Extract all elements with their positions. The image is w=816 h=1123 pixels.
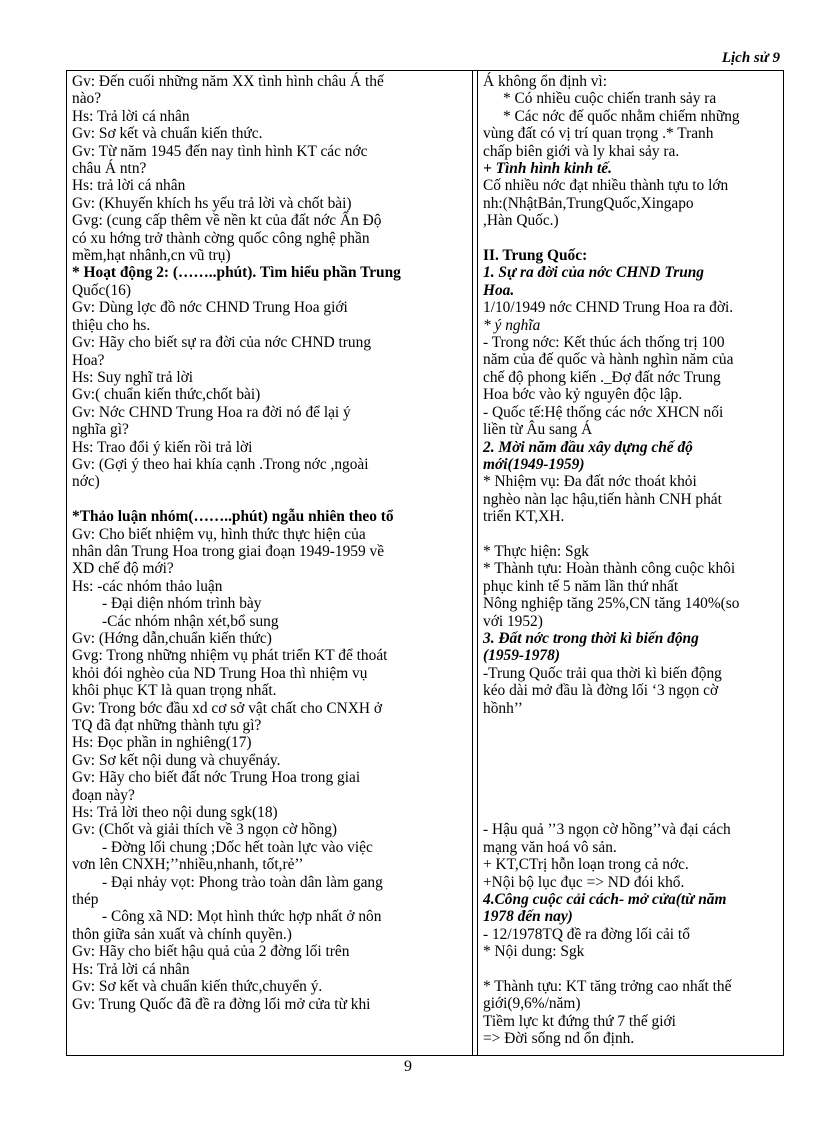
left-text-line: đoạn này? [72,786,135,804]
right-text-line [483,734,779,751]
left-text-line: Gv: Hãy cho biết hậu quả của 2 đờng lối trên [72,943,350,961]
left-text-line: Gv: Đến cuối những năm XX tình hình châu Á thế [72,73,384,90]
right-text-line: * Các nớc đế quốc nhằm chiếm những [503,107,740,125]
left-text-line: TQ đã đạt những thành tựu gì? [72,717,262,735]
right-text-line: - Trong nớc: Kết thúc ách thống trị 100 [483,334,725,352]
left-text-line: nớc) [72,473,100,491]
right-text-line: chế độ phong kiến ._Đợ đất nớc Trung [483,368,721,386]
right-text-line: Á không ổn định vì: [483,73,607,90]
left-text-line: Gv: Dùng lợc đồ nớc CHND Trung Hoa giới [72,299,348,317]
left-text-line [72,491,468,508]
right-text-line [483,230,779,247]
page-number: 9 [404,1058,412,1075]
right-text-line: Hoa bớc vào kỷ nguyên độc lập. [483,386,683,404]
right-text-line [483,961,779,978]
left-text-line: Gv: (Khuyến khích hs yếu trả lời và chốt bài) [72,194,352,212]
right-text-line: Cố nhiều nớc đạt nhiều thành tựu to lớn [483,177,729,195]
left-text-line: Gv:( chuẩn kiến thức,chốt bài) [72,386,261,404]
left-text-line: -Các nhóm nhận xét,bổ sung [102,612,279,630]
left-text-line: Hoa? [72,351,105,369]
right-text-line: Nông nghiệp tăng 25%,CN tăng 140%(so [483,595,740,613]
right-text-line [483,769,779,786]
left-text-line: Gvg: Trong những nhiệm vụ phát triển KT để thoát [72,647,388,665]
right-text-line: liền từ Âu sang Á [483,421,593,439]
left-text-line: Hs: -các nhóm thảo luận [72,577,223,595]
right-text-line: kéo dài mở đầu là đờng lối ‘3 ngọn cờ [483,682,719,700]
left-text-line: Gv: Cho biết nhiệm vụ, hình thức thực hiện của [72,525,366,543]
left-text-line: Gv: Nớc CHND Trung Hoa ra đời nó để lại ý [72,403,351,421]
right-text-line: * Thành tựu: KT tăng trởng cao nhất thế [483,977,732,995]
right-text-line: 2. Mời năm đầu xây dựng chế độ [483,438,693,456]
left-text-line: - Đại nhảy vọt: Phong trào toàn dân làm gang [102,873,383,891]
right-text-line: * Có nhiều cuộc chiến tranh sảy ra [503,90,717,108]
right-text-line [483,717,779,734]
left-text-line: Quốc(16) [72,281,131,299]
left-text-line: Hs: Trả lời cá nhân [72,107,190,125]
right-text-line: Hoa. [483,281,515,299]
right-text-line: nghèo nàn lạc hậu,tiến hành CNH phát [483,490,722,508]
left-text-line: thiệu cho hs. [72,316,151,334]
left-text-line: Gv: Hãy cho biết sự ra đời của nớc CHND trung [72,334,372,352]
left-text-line: có xu hớng trở thành cờng quốc công nghệ phần [72,229,370,247]
right-text-line [483,526,779,543]
left-text-line: nào? [72,90,102,108]
right-text-line: Tiềm lực kt đứng thứ 7 thế giới [483,1012,676,1030]
left-text-line: *Thảo luận nhóm(……..phút) ngẫu nhiên theo tổ [72,508,394,526]
teacher-student-activities-column [67,71,473,1055]
left-text-line: Gv: Sơ kết và chuẩn kiến thức,chuyển ý. [72,978,323,996]
left-text-line: thép [72,891,99,909]
right-text-line: ,Hàn Quốc.) [483,212,559,230]
left-text-line: XD chế độ mới? [72,560,174,578]
left-text-line: - Công xã ND: Mọt hình thức hợp nhất ở nôn [102,908,382,926]
right-text-line: 1978 đến nay) [483,908,573,926]
right-text-line [483,752,779,769]
right-text-line: II. Trung Quốc: [483,247,588,265]
right-text-line: hồnh’’ [483,699,523,717]
left-text-line: châu Á ntn? [72,160,147,178]
page-header: Lịch sử 9 [721,50,780,66]
right-text-line: 4.Công cuộc cải cách- mở cửa(từ năm [483,890,727,908]
right-text-line: (1959-1978) [483,647,560,665]
left-text-line: Gv: Trong bớc đầu xd cơ sở vật chất cho CNXH ở [72,699,382,717]
left-text-line: Gv: (Chốt và giải thích về 3 ngọn cờ hồng) [72,821,338,839]
right-text-line: giới(9,6%/năm) [483,995,581,1013]
right-text-line: vùng đất có vị trí quan trọng .* Tranh [483,125,714,143]
right-text-line: 3. Đất nớc trong thời kì biến động [483,629,699,647]
left-text-line: Hs: Suy nghĩ trả lời [72,368,194,386]
left-text-line: mềm,hạt nhânh,cn vũ trụ) [72,247,231,265]
right-text-line [483,787,779,804]
right-text-line: triển KT,XH. [483,508,565,526]
right-text-line: + KT,CTrị hỗn loạn trong cả nớc. [483,856,689,874]
right-text-line: mạng văn hoá vô sản. [483,838,617,856]
right-text-line: mới(1949-1959) [483,455,585,473]
right-text-line: - Quốc tế:Hệ thống các nớc XHCN nối [483,403,724,421]
left-text-line: - Đại diện nhóm trình bày [102,595,262,613]
right-text-line: phục kinh tế 5 năm lần thứ nhất [483,577,679,595]
left-text-line: * Hoạt động 2: (……..phút). Tìm hiểu phần Trung [72,264,401,282]
lesson-content-column [478,71,783,1055]
right-text-line: * Thành tựu: Hoàn thành công cuộc khôi [483,560,736,578]
left-text-line: khỏi đói nghèo của ND Trung Hoa thì nhiệm vụ [72,664,368,682]
right-text-line: => Đời sống nd ổn định. [483,1030,635,1048]
left-text-line: Hs: Trả lời cá nhân [72,960,190,978]
left-text-line: Gv: Sơ kết nội dung và chuyểnáy. [72,751,281,769]
left-text-line: - Đờng lối chung ;Dốc hết toàn lực vào việc [102,838,373,856]
left-text-line: nhân dân Trung Hoa trong giai đoạn 1949-1959 về [72,542,385,560]
right-text-line: * Thực hiện: Sgk [483,542,589,560]
right-text-line: - 12/1978TQ đề ra đờng lối cải tổ [483,925,690,943]
right-text-line: * Nội dung: Sgk [483,943,585,961]
right-text-line: + Tình hình kinh tế. [483,160,612,178]
left-text-line: Hs: Trao đổi ý kiến rồi trả lời [72,438,253,456]
right-text-line: -Trung Quốc trải qua thời kì biến động [483,664,722,682]
right-text-line: * Nhiệm vụ: Đa đất nớc thoát khỏi [483,473,697,491]
left-text-line: Gv: (Hớng dẫn,chuẩn kiến thức) [72,629,272,647]
left-text-line: Gvg: (cung cấp thêm về nền kt của đất nớc Ấn Độ [72,212,382,230]
left-text-line: Gv: Sơ kết và chuẩn kiến thức. [72,125,263,143]
left-text-line: Gv: Từ năm 1945 đến nay tình hình KT các nớc [72,142,368,160]
left-text-line: Gv: Trung Quốc đã đề ra đờng lối mở cửa từ khi [72,995,371,1013]
right-column-text [478,71,783,1048]
left-text-line: Gv: (Gợi ý theo hai khía cạnh .Trong nớc ,ngoài [72,455,369,473]
left-text-line: vơn lên CNXH;’’nhiều,nhanh, tốt,rẻ’’ [72,856,304,874]
left-text-line: nghĩa gì? [72,421,129,439]
right-text-line: +Nội bộ lục đục => ND đói khổ. [483,873,685,891]
right-text-line: nh:(NhậtBản,TrungQuốc,Xingapo [483,194,694,212]
left-text-line: khôi phục KT là quan trọng nhất. [72,682,277,700]
right-text-line: năm của đế quốc và hành nghìn năm của [483,351,734,369]
left-text-line: Gv: Hãy cho biết đất nớc Trung Hoa trong giai [72,769,361,787]
left-text-line: Hs: Đọc phần in nghiêng(17) [72,734,252,752]
right-text-line: với 1952) [483,612,543,630]
content-table [66,70,784,1056]
left-text-line: Hs: trả lời cá nhân [72,177,186,195]
right-text-line: 1. Sự ra đời của nớc CHND Trung [483,264,705,282]
right-text-line: chấp biên giới và ly khai sảy ra. [483,142,680,160]
right-text-line: - Hậu quả ’’3 ngọn cờ hồng’’và đại cách [483,821,731,839]
right-text-line [483,804,779,821]
left-text-line: Hs: Trả lời theo nội dung sgk(18) [72,804,278,822]
left-text-line: thôn giữa sản xuất và chính quyền.) [72,925,292,943]
right-text-line: 1/10/1949 nớc CHND Trung Hoa ra đời. [483,299,734,317]
left-column-text [67,71,472,1013]
right-text-line: * ý nghĩa [483,316,541,334]
